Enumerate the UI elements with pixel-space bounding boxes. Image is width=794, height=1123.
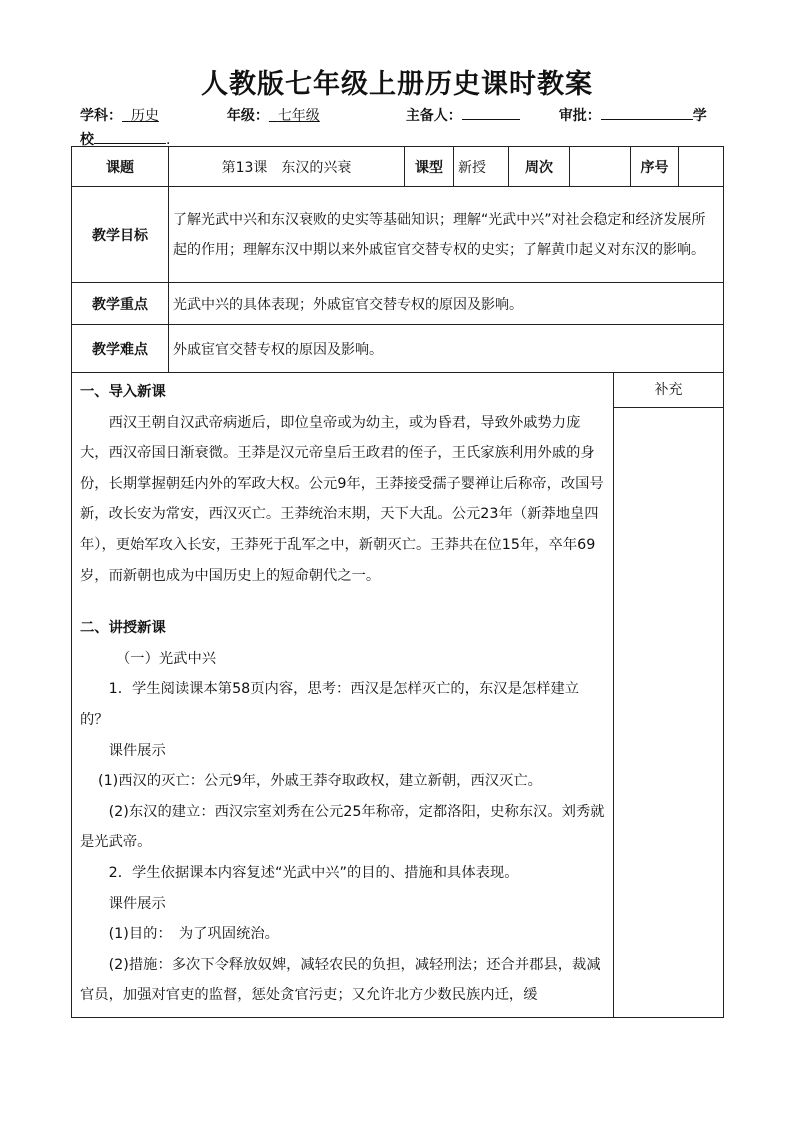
lesson-plan-table: [71, 146, 724, 1018]
key-points-text: 光武中兴的具体表现；外戚宦官交替专权的原因及影响。: [169, 283, 724, 325]
objectives-text: 了解光武中兴和东汉衰败的史实等基础知识；理解“光武中兴”对社会稳定和经济发展所起的作用；理解东汉中期以来外戚宦官交替专权的史实；了解黄巾起义对东汉的影响。: [169, 187, 724, 283]
grade-value: 七年级: [277, 108, 320, 124]
point-1: (1)西汉的灭亡：公元9年，外戚王莽夺取政权，建立新朝，西汉灭亡。: [98, 773, 542, 790]
section-intro-paragraph: 西汉王朝自汉武帝病逝后，即位皇帝或为幼主，或为昏君，导致外戚势力庞大，西汉帝国日渐衰微。王莽是汉元帝皇后王政君的侄子，王氏家族利用外戚的身份，长期掌握朝廷内外的军政大权。公元9年，王莽接受孺子婴禅让后称帝，改国号新，改长安为常安，西汉灭亡。王莽统治末期，天下大乱。公元23年（新莽地皇四年），更始军攻入长安，王莽死于乱军之中，新朝灭亡。王莽共在位15年，卒年69岁，而新朝也成为中国历史上的短命朝代之一。: [80, 414, 604, 584]
point-2: (2)东汉的建立：西汉宗室刘秀在公元25年称帝，定都洛阳，史称东汉。刘秀就是光武帝。: [80, 803, 605, 851]
difficulties-row: [72, 325, 724, 373]
lesson-body: [72, 373, 614, 1018]
page-title: 人教版七年级上册历史课时教案: [201, 69, 593, 100]
key-points-row: [72, 283, 724, 325]
header-row: [72, 147, 724, 187]
subject-value: 历史: [130, 108, 159, 124]
difficulties-label: 教学难点: [72, 325, 169, 373]
school-blank: [94, 128, 166, 144]
week-label: 周次: [509, 147, 570, 187]
document-meta: [80, 104, 720, 152]
question-2: 2．学生依据课本内容复述“光武中兴”的目的、措施和具体表现。: [108, 864, 519, 881]
objectives-label: 教学目标: [72, 187, 169, 283]
type-value: 新授: [454, 147, 509, 187]
key-points-label: 教学重点: [72, 283, 169, 325]
question-1: 1．学生阅读课本第58页内容，思考：西汉是怎样灭亡的，东汉是怎样建立的？: [80, 681, 580, 728]
grade-label: 年级：: [226, 108, 269, 124]
school-end: .: [166, 132, 171, 148]
type-label: 课型: [405, 147, 454, 187]
preparer-blank: [462, 104, 520, 120]
topic-label: 课题: [72, 147, 169, 187]
week-value: [570, 147, 631, 187]
approve-label: 审批：: [558, 108, 601, 124]
subsection-title: （一）光武中兴: [116, 650, 217, 667]
content-row: [72, 373, 724, 1018]
school-label-2: 校: [80, 132, 94, 148]
courseware-label-1: 课件展示: [108, 742, 166, 759]
subject-label: 学科：: [80, 108, 122, 124]
approve-blank: [601, 104, 693, 120]
difficulties-text: 外戚宦官交替专权的原因及影响。: [169, 325, 724, 373]
supplement-label: 补充: [614, 373, 723, 408]
topic-value: 第13课 东汉的兴衰: [169, 147, 405, 187]
section-teaching-title: 二、讲授新课: [80, 620, 166, 637]
school-label-1: 学: [692, 108, 707, 124]
objectives-row: [72, 187, 724, 283]
preparer-label: 主备人：: [405, 108, 462, 124]
courseware-label-2: 课件展示: [108, 895, 166, 912]
supplement-column: [614, 373, 724, 1018]
seq-value: [679, 147, 724, 187]
point-4: (2)措施：多次下令释放奴婢，减轻农民的负担，减轻刑法；还合并郡县，裁减官员，加强对官吏的监督，惩处贪官污吏；又允许北方少数民族内迁，缓: [80, 956, 601, 1004]
seq-label: 序号: [631, 147, 679, 187]
point-3: (1)目的： 为了巩固统治。: [108, 926, 279, 943]
section-intro-title: 一、导入新课: [80, 384, 166, 400]
